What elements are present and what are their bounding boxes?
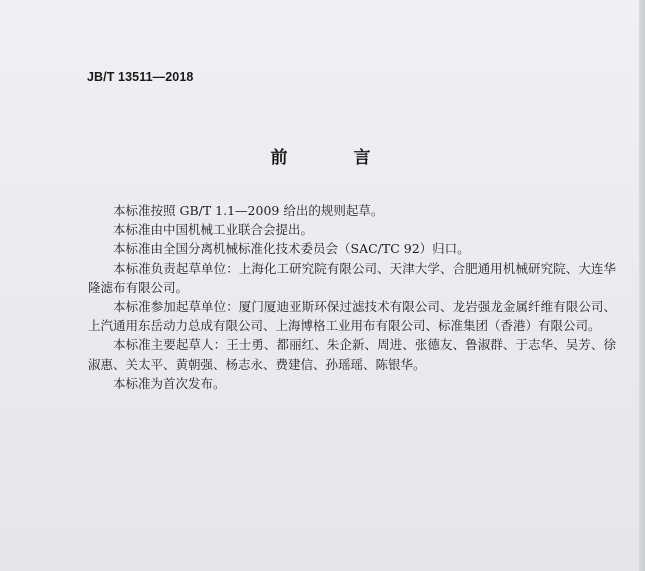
paragraph-main-authors: 本标准主要起草人：王士勇、都丽红、朱企新、周进、张德友、鲁淑群、于志华、吴芳、徐淑惠、关太平、黄朝强、杨志永、费建信、孙瑶瑶、陈银华。 — [88, 337, 616, 372]
paragraph-lead-drafters: 本标准负责起草单位：上海化工研究院有限公司、天津大学、合肥通用机械研究院、大连华隆滤布有限公司。 — [88, 260, 616, 295]
standard-number: JB/T 13511—2018 — [87, 70, 194, 84]
paragraph-first-release: 本标准为首次发布。 — [113, 375, 226, 391]
paragraph-proposer: 本标准由中国机械工业联合会提出。 — [113, 222, 314, 238]
paragraph-participating-drafters: 本标准参加起草单位：厦门厦迪亚斯环保过滤技术有限公司、龙岩强龙金属纤维有限公司、上汽通用东岳动力总成有限公司、上海博格工业用布有限公司、标准集团（香港）有限公司。 — [88, 299, 616, 334]
foreword-heading: 前 言 — [270, 148, 401, 168]
foreword-body — [88, 201, 616, 393]
page-edge — [639, 0, 645, 571]
paragraph-drafting-rules: 本标准按照 GB/T 1.1—2009 给出的规则起草。 — [113, 203, 384, 218]
paragraph-committee: 本标准由全国分离机械标准化技术委员会（SAC/TC 92）归口。 — [113, 241, 470, 257]
